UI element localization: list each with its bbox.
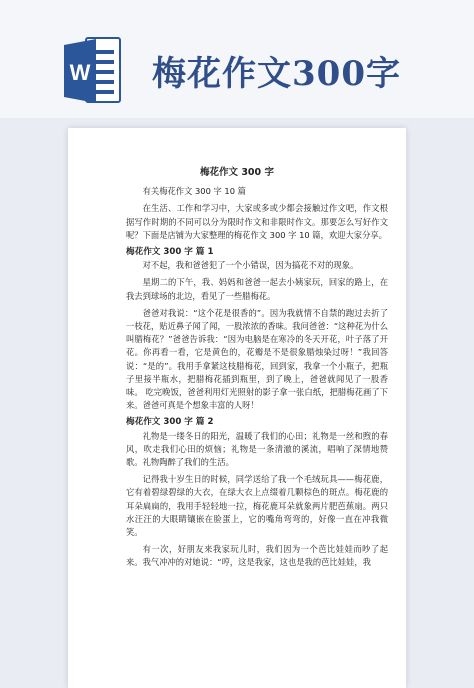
paragraph: 有一次，好朋友来我家玩儿时，我们因为一个芭比娃娃而吵了起来。我气冲冲的对她说：“哼，这是我家，这也是我的芭比娃娃，我 — [126, 544, 388, 568]
paragraph: 在生活、工作和学习中，大家或多或少都会接触过作文吧，作文根据写作时期的不同可以分为限时作文和非限时作文。那要怎么写好作文呢？下面是店铺为大家整理的梅花作文 300 字 10 篇，欢迎大家分享。 — [126, 203, 388, 240]
section-heading: 梅花作文 300 字 篇 1 — [126, 247, 214, 258]
paragraph: 记得我十岁生日的时候，同学送给了我一个毛绒玩具——梅花鹿，它有着碧绿碧绿的大衣，在绿大衣上点缀着几颗棕色的斑点。梅花鹿的耳朵扁扁的，我用手轻轻地一拉，梅花鹿耳朵就象两片肥芭蕉扇。两只水汪汪的大眼睛镶嵌在脸蛋上，它的嘴角弯弯的，好像一直在冲我微笑。 — [126, 474, 388, 538]
document-content — [126, 166, 388, 574]
word-icon — [64, 36, 122, 106]
svg-text:W: W — [69, 60, 91, 85]
document-page — [68, 128, 406, 688]
document-title: 梅花作文 300 字 — [200, 167, 274, 178]
paragraph: 星期二的下午，我、妈妈和爸爸一起去小姨家玩，回家的路上，在我去到球场的北边，看见了一些腊梅花。 — [126, 277, 388, 301]
header-banner — [0, 0, 474, 118]
section-heading: 梅花作文 300 字 篇 2 — [126, 417, 214, 428]
paragraph: 爸爸对我说：“这个花是很香的”。因为我就情不自禁的跑过去折了一枝花，贴近鼻子闻了闻，一股浓浓的香味。我问爸爸：“这种花为什么叫腊梅花？”爸爸告诉我：“因为电脑是在寒冷的冬天开花，叶子落了开花。你再看一看，它是黄色的，花瓣是不是很象腊烛染过呀！”我回答说：“是的”。我用手拿紧这枝腊梅花，回到家，我拿一个小瓶子，把瓶子里接半瓶水，把腊梅花插到瓶里，到了晚上，爸爸就闻见了一股香味。 吃完晚饭，爸爸利用灯光照射的影子拿一张白纸，把腊梅花画了下来。爸爸可真是个想象丰富的人呀！ — [126, 307, 388, 411]
paragraph: 礼物是一缕冬日的阳光，温暖了我们的心田；礼物是一丝和煦的春风，吹走我们心田的烦恼；礼物是一条清澈的溪流，唱响了深情地赞歌。礼物陶醉了我们的生活。 — [126, 430, 388, 468]
paragraph: 对不起，我和爸爸犯了一个小错误，因为搞花不对的现象。 — [142, 260, 359, 271]
page-title: 梅花作文300字 — [152, 54, 401, 94]
intro-paragraph: 有关梅花作文 300 字 10 篇 — [142, 186, 246, 197]
